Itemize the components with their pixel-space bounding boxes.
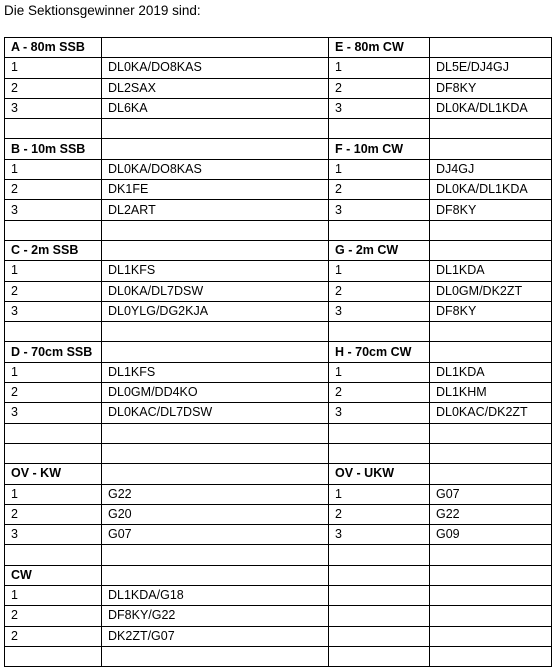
callsign-cell [102, 464, 329, 484]
callsign-cell [430, 586, 552, 606]
callsign-cell [102, 240, 329, 260]
callsign-cell [430, 443, 552, 463]
table-row [5, 504, 552, 524]
callsign-cell: DL0GM/DD4KO [102, 383, 329, 403]
callsign-cell [430, 646, 552, 666]
table-row [5, 606, 552, 626]
rank-or-section-cell: 2 [5, 626, 102, 646]
callsign-cell [430, 423, 552, 443]
callsign-cell: G09 [430, 525, 552, 545]
table-row [5, 98, 552, 118]
callsign-cell [102, 322, 329, 342]
callsign-cell: DL0KA/DL1KDA [430, 98, 552, 118]
callsign-cell: DL1KDA [430, 261, 552, 281]
rank-or-section-cell: 2 [5, 180, 102, 200]
section-header-cell: CW [5, 565, 102, 585]
rank-or-section-cell: 1 [329, 484, 430, 504]
table-row [5, 545, 552, 565]
table-row [5, 38, 552, 58]
rank-or-section-cell: 1 [5, 261, 102, 281]
table-row [5, 261, 552, 281]
table-row [5, 220, 552, 240]
rank-or-section-cell [329, 545, 430, 565]
rank-or-section-cell: 1 [5, 159, 102, 179]
callsign-cell [430, 545, 552, 565]
section-winners-table-body [5, 38, 552, 667]
callsign-cell [430, 322, 552, 342]
callsign-cell: G07 [102, 525, 329, 545]
rank-or-section-cell [329, 646, 430, 666]
callsign-cell [102, 545, 329, 565]
callsign-cell: G20 [102, 504, 329, 524]
table-row [5, 322, 552, 342]
rank-or-section-cell: 2 [5, 78, 102, 98]
callsign-cell [430, 38, 552, 58]
rank-or-section-cell: 2 [5, 281, 102, 301]
table-row [5, 240, 552, 260]
table-row [5, 159, 552, 179]
table-row [5, 58, 552, 78]
table-row [5, 383, 552, 403]
rank-or-section-cell: 2 [329, 78, 430, 98]
callsign-cell: DL1KFS [102, 261, 329, 281]
document-heading: Die Sektionsgewinner 2019 sind: [4, 3, 201, 18]
rank-or-section-cell [5, 119, 102, 139]
table-row [5, 464, 552, 484]
table-row [5, 139, 552, 159]
callsign-cell: DF8KY/G22 [102, 606, 329, 626]
callsign-cell [430, 606, 552, 626]
rank-or-section-cell [5, 545, 102, 565]
callsign-cell: DL2ART [102, 200, 329, 220]
rank-or-section-cell: 1 [5, 586, 102, 606]
callsign-cell: DL0KA/DL7DSW [102, 281, 329, 301]
callsign-cell: DL0KA/DO8KAS [102, 58, 329, 78]
callsign-cell: DL5E/DJ4GJ [430, 58, 552, 78]
callsign-cell: DL0KA/DO8KAS [102, 159, 329, 179]
table-row [5, 443, 552, 463]
rank-or-section-cell: 2 [329, 281, 430, 301]
rank-or-section-cell: 2 [5, 383, 102, 403]
table-row [5, 403, 552, 423]
rank-or-section-cell: 1 [329, 362, 430, 382]
table-row [5, 119, 552, 139]
callsign-cell [102, 119, 329, 139]
callsign-cell: DL1KHM [430, 383, 552, 403]
table-row [5, 301, 552, 321]
rank-or-section-cell [329, 626, 430, 646]
rank-or-section-cell: 2 [329, 383, 430, 403]
section-header-cell: H - 70cm CW [329, 342, 430, 362]
rank-or-section-cell [329, 423, 430, 443]
rank-or-section-cell [329, 586, 430, 606]
rank-or-section-cell: 2 [5, 606, 102, 626]
callsign-cell: DL1KDA/G18 [102, 586, 329, 606]
table-row [5, 646, 552, 666]
callsign-cell [430, 240, 552, 260]
callsign-cell: DL1KDA [430, 362, 552, 382]
callsign-cell [102, 565, 329, 585]
callsign-cell: G22 [430, 504, 552, 524]
callsign-cell: G07 [430, 484, 552, 504]
rank-or-section-cell: 3 [329, 403, 430, 423]
section-header-cell: A - 80m SSB [5, 38, 102, 58]
callsign-cell: DL0GM/DK2ZT [430, 281, 552, 301]
rank-or-section-cell [329, 220, 430, 240]
section-header-cell: OV - UKW [329, 464, 430, 484]
rank-or-section-cell [5, 646, 102, 666]
table-row [5, 423, 552, 443]
rank-or-section-cell [5, 322, 102, 342]
callsign-cell [102, 38, 329, 58]
table-row [5, 525, 552, 545]
callsign-cell: DF8KY [430, 78, 552, 98]
rank-or-section-cell: 3 [5, 98, 102, 118]
rank-or-section-cell: 1 [329, 159, 430, 179]
section-header-cell: E - 80m CW [329, 38, 430, 58]
table-row [5, 626, 552, 646]
callsign-cell: DF8KY [430, 301, 552, 321]
rank-or-section-cell: 3 [5, 200, 102, 220]
callsign-cell: DF8KY [430, 200, 552, 220]
callsign-cell: DL0KAC/DK2ZT [430, 403, 552, 423]
table-row [5, 281, 552, 301]
section-header-cell: OV - KW [5, 464, 102, 484]
rank-or-section-cell: 3 [329, 525, 430, 545]
callsign-cell [430, 220, 552, 240]
rank-or-section-cell: 2 [329, 180, 430, 200]
rank-or-section-cell: 3 [329, 301, 430, 321]
section-header-cell: F - 10m CW [329, 139, 430, 159]
rank-or-section-cell: 3 [329, 200, 430, 220]
callsign-cell [430, 626, 552, 646]
callsign-cell [430, 119, 552, 139]
callsign-cell [430, 464, 552, 484]
rank-or-section-cell: 3 [329, 98, 430, 118]
callsign-cell: DL2SAX [102, 78, 329, 98]
rank-or-section-cell: 2 [5, 504, 102, 524]
rank-or-section-cell: 1 [329, 261, 430, 281]
rank-or-section-cell [329, 322, 430, 342]
callsign-cell: DL0YLG/DG2KJA [102, 301, 329, 321]
callsign-cell: DJ4GJ [430, 159, 552, 179]
section-winners-table [4, 37, 552, 667]
section-header-cell: D - 70cm SSB [5, 342, 102, 362]
section-header-cell: G - 2m CW [329, 240, 430, 260]
rank-or-section-cell [5, 220, 102, 240]
rank-or-section-cell: 3 [5, 525, 102, 545]
rank-or-section-cell [329, 119, 430, 139]
section-header-cell: B - 10m SSB [5, 139, 102, 159]
callsign-cell: G22 [102, 484, 329, 504]
callsign-cell: DK2ZT/G07 [102, 626, 329, 646]
rank-or-section-cell: 1 [5, 484, 102, 504]
table-row [5, 565, 552, 585]
table-row [5, 200, 552, 220]
section-header-cell: C - 2m SSB [5, 240, 102, 260]
rank-or-section-cell: 1 [5, 58, 102, 78]
callsign-cell: DL1KFS [102, 362, 329, 382]
rank-or-section-cell [5, 423, 102, 443]
table-row [5, 362, 552, 382]
table-row [5, 586, 552, 606]
rank-or-section-cell [329, 565, 430, 585]
rank-or-section-cell: 2 [329, 504, 430, 524]
callsign-cell: DL0KA/DL1KDA [430, 180, 552, 200]
rank-or-section-cell: 1 [329, 58, 430, 78]
rank-or-section-cell [329, 606, 430, 626]
callsign-cell [430, 565, 552, 585]
rank-or-section-cell [329, 443, 430, 463]
callsign-cell [102, 646, 329, 666]
table-row [5, 78, 552, 98]
rank-or-section-cell: 1 [5, 362, 102, 382]
rank-or-section-cell: 3 [5, 301, 102, 321]
callsign-cell [430, 139, 552, 159]
rank-or-section-cell [5, 443, 102, 463]
callsign-cell [102, 443, 329, 463]
callsign-cell: DK1FE [102, 180, 329, 200]
callsign-cell [102, 423, 329, 443]
table-row [5, 342, 552, 362]
callsign-cell [430, 342, 552, 362]
callsign-cell: DL0KAC/DL7DSW [102, 403, 329, 423]
table-row [5, 180, 552, 200]
callsign-cell [102, 220, 329, 240]
rank-or-section-cell: 3 [5, 403, 102, 423]
table-row [5, 484, 552, 504]
callsign-cell [102, 139, 329, 159]
callsign-cell [102, 342, 329, 362]
callsign-cell: DL6KA [102, 98, 329, 118]
